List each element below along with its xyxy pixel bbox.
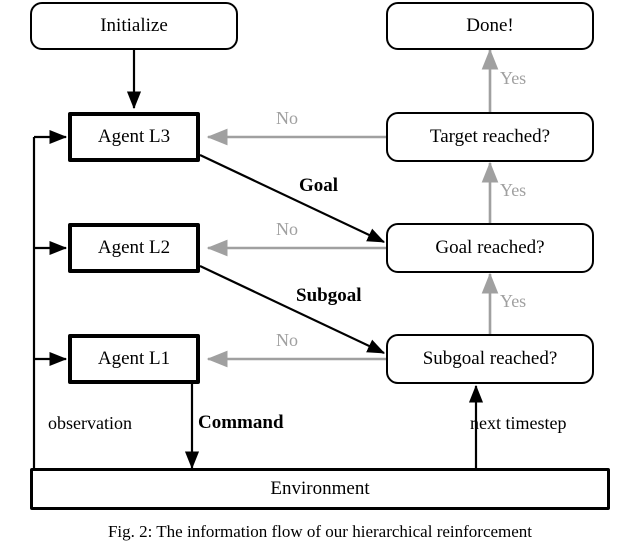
node-subgoal-reached-label: Subgoal reached? <box>422 348 558 369</box>
node-agent-l1[interactable] <box>68 334 200 384</box>
node-agent-l3-label: Agent L3 <box>97 126 171 147</box>
edge-label-no-target: No <box>276 108 298 128</box>
node-target-reached-label: Target reached? <box>429 126 551 147</box>
node-subgoal-reached[interactable] <box>386 334 594 384</box>
edge-label-no-goal: No <box>276 219 298 239</box>
edge-label-subgoal: Subgoal <box>296 285 362 306</box>
node-target-reached[interactable] <box>386 112 594 162</box>
node-agent-l3[interactable] <box>68 112 200 162</box>
node-environment-label: Environment <box>270 478 370 499</box>
node-agent-l2[interactable] <box>68 223 200 273</box>
figure-caption: Fig. 2: The information flow of our hierarchical reinforcement <box>107 522 533 541</box>
edge-label-yes-goal: Yes <box>500 180 527 200</box>
edge-label-observation: observation <box>48 413 132 433</box>
node-initialize-label: Initialize <box>100 15 168 36</box>
node-initialize[interactable] <box>30 2 238 50</box>
node-environment[interactable] <box>30 468 610 510</box>
node-agent-l1-label: Agent L1 <box>97 348 171 369</box>
edge-label-next-timestep: next timestep <box>470 413 567 433</box>
node-done[interactable] <box>386 2 594 50</box>
edge-label-command: Command <box>198 412 284 433</box>
node-done-label: Done! <box>466 15 514 36</box>
edge-label-goal: Goal <box>299 175 339 196</box>
edge-label-yes-subgoal: Yes <box>500 291 527 311</box>
edge-label-yes-target: Yes <box>500 68 527 88</box>
edge-label-no-subgoal: No <box>276 330 298 350</box>
node-goal-reached[interactable] <box>386 223 594 273</box>
node-goal-reached-label: Goal reached? <box>435 237 545 258</box>
node-agent-l2-label: Agent L2 <box>97 237 171 258</box>
